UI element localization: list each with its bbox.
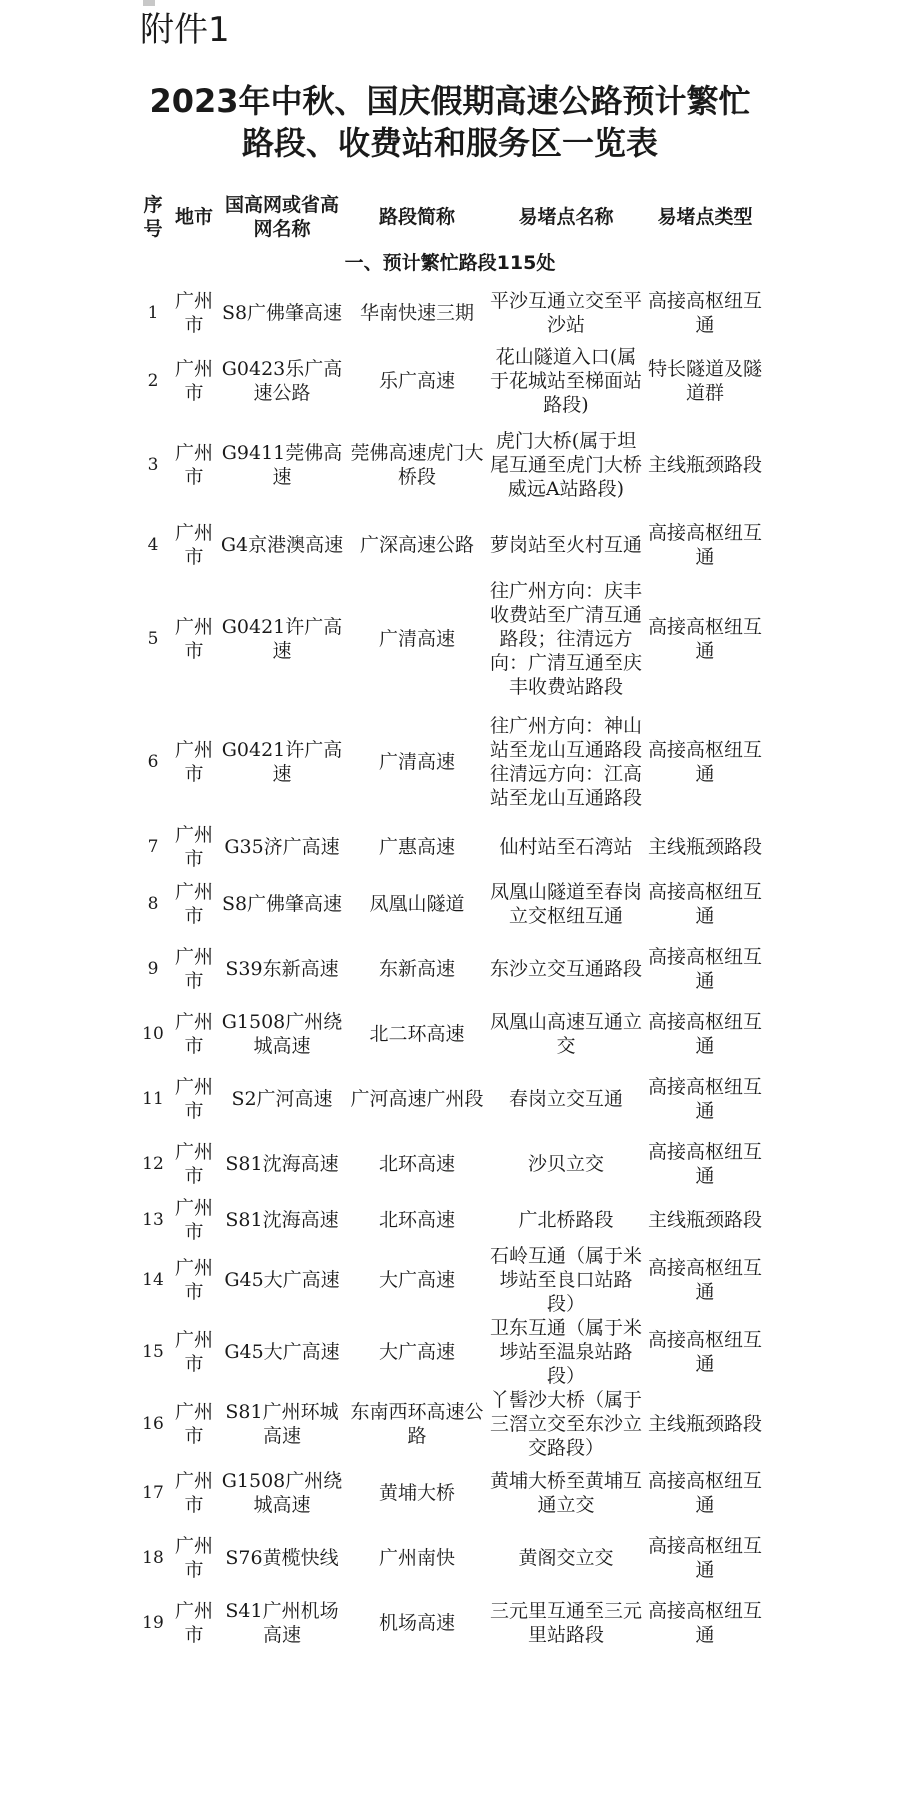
row-point-type: 主线瓶颈路段 <box>647 1413 762 1435</box>
row-network-name: S81广州环城高速 <box>225 1401 339 1447</box>
row-section-name: 广河高速广州段 <box>350 1087 484 1110</box>
header-seq: 序号 <box>143 194 163 240</box>
header-city: 地市 <box>174 206 213 228</box>
row-section-name: 华南快速三期 <box>359 301 474 324</box>
row-congestion-point: 虎门大桥(属于坦尾互通至虎门大桥威远A站路段) <box>489 429 642 500</box>
row-point-type: 高接高枢纽互通 <box>647 615 762 662</box>
row-point-type: 高接高枢纽互通 <box>647 1469 762 1516</box>
row-congestion-point: 仙村站至石湾站 <box>499 836 633 858</box>
row-section-name: 乐广高速 <box>378 370 455 392</box>
busy-sections-table <box>135 188 765 1655</box>
table-row <box>135 1066 765 1131</box>
row-seq: 14 <box>142 1270 164 1290</box>
row-city: 广州市 <box>174 738 213 785</box>
row-city: 广州市 <box>174 1469 213 1516</box>
title-line-2: 路段、收费站和服务区一览表 <box>241 124 658 162</box>
row-network-name: G4京港澳高速 <box>220 533 344 556</box>
title-line-1: 2023年中秋、国庆假期高速公路预计繁忙 <box>149 82 751 120</box>
row-network-name: G0421许广高速 <box>221 615 343 662</box>
row-network-name: S76黄榄快线 <box>225 1546 339 1569</box>
row-seq: 12 <box>142 1153 164 1174</box>
header-network: 国高网或省高网名称 <box>224 194 339 240</box>
table-row <box>135 936 765 1001</box>
row-point-type: 高接高枢纽互通 <box>647 880 762 927</box>
row-point-type: 高接高枢纽互通 <box>647 289 762 336</box>
row-congestion-point: 黄阁交立交 <box>518 1546 614 1569</box>
row-seq: 19 <box>142 1612 164 1633</box>
row-network-name: G1508广州绕城高速 <box>221 1469 343 1516</box>
row-network-name: G0421许广高速 <box>221 738 343 785</box>
row-seq: 18 <box>142 1547 164 1568</box>
row-section-name: 机场高速 <box>378 1611 455 1634</box>
row-congestion-point: 平沙互通立交至平沙站 <box>489 289 642 336</box>
row-network-name: G35济广高速 <box>224 836 340 858</box>
row-city: 广州市 <box>174 1534 213 1581</box>
row-network-name: G45大广高速 <box>224 1341 340 1363</box>
page-title <box>100 80 800 164</box>
table-row <box>135 871 765 936</box>
row-network-name: S81沈海高速 <box>225 1152 339 1175</box>
row-point-type: 高接高枢纽互通 <box>647 945 762 992</box>
row-network-name: G9411莞佛高速 <box>221 441 343 488</box>
row-network-name: G45大广高速 <box>224 1269 340 1291</box>
row-section-name: 广清高速 <box>378 750 455 773</box>
row-section-name: 黄埔大桥 <box>378 1481 455 1504</box>
header-row <box>135 188 765 246</box>
row-network-name: S81沈海高速 <box>225 1209 339 1231</box>
table-row <box>135 512 765 577</box>
row-section-name: 大广高速 <box>378 1341 455 1363</box>
table-row <box>135 1525 765 1590</box>
table-row <box>135 1001 765 1066</box>
row-seq: 9 <box>147 958 159 979</box>
row-city: 广州市 <box>174 441 213 488</box>
row-seq: 15 <box>142 1342 164 1362</box>
row-point-type: 高接高枢纽互通 <box>647 1329 762 1375</box>
row-point-type: 高接高枢纽互通 <box>647 1599 762 1646</box>
row-congestion-point: 凤凰山隧道至春岗立交枢纽互通 <box>489 880 642 927</box>
row-point-type: 主线瓶颈路段 <box>647 1209 762 1231</box>
row-section-name: 北二环高速 <box>369 1022 465 1045</box>
row-point-type: 高接高枢纽互通 <box>647 521 762 568</box>
row-congestion-point: 花山隧道入口(属于花城站至梯面站路段) <box>489 346 642 416</box>
row-point-type: 高接高枢纽互通 <box>647 1534 762 1581</box>
table-row <box>135 280 765 345</box>
row-seq: 17 <box>142 1482 164 1503</box>
row-city: 广州市 <box>174 1329 213 1375</box>
row-city: 广州市 <box>174 358 213 404</box>
row-congestion-point: 石岭互通（属于米埗站至良口站路段） <box>489 1245 642 1315</box>
row-city: 广州市 <box>174 880 213 927</box>
row-point-type: 特长隧道及隧道群 <box>647 358 762 404</box>
header-type: 易堵点类型 <box>657 206 753 228</box>
row-seq: 13 <box>142 1210 164 1230</box>
row-point-type: 主线瓶颈路段 <box>647 453 762 476</box>
row-city: 广州市 <box>174 1140 213 1187</box>
row-seq: 2 <box>147 371 159 391</box>
row-network-name: G1508广州绕城高速 <box>221 1010 343 1057</box>
row-section-name: 大广高速 <box>378 1269 455 1291</box>
row-city: 广州市 <box>174 615 213 662</box>
row-section-name: 广清高速 <box>378 627 455 650</box>
row-city: 广州市 <box>174 289 213 336</box>
row-congestion-point: 往广州方向：神山站至龙山互通路段往清远方向：江高站至龙山互通路段 <box>489 714 642 809</box>
row-seq: 3 <box>147 454 159 475</box>
section-heading: 一、预计繁忙路段115处 <box>344 252 556 274</box>
row-seq: 11 <box>142 1088 164 1109</box>
row-seq: 5 <box>147 628 159 649</box>
row-seq: 6 <box>147 751 159 772</box>
row-city: 广州市 <box>174 1010 213 1057</box>
row-city: 广州市 <box>174 1075 213 1122</box>
row-congestion-point: 凤凰山高速互通立交 <box>489 1010 642 1057</box>
row-city: 广州市 <box>174 1599 213 1646</box>
header-point: 易堵点名称 <box>518 206 614 228</box>
row-network-name: S39东新高速 <box>225 957 339 980</box>
row-section-name: 凤凰山隧道 <box>369 892 465 915</box>
row-congestion-point: 萝岗站至火村互通 <box>489 533 642 556</box>
row-seq: 10 <box>142 1023 164 1044</box>
row-seq: 4 <box>147 534 159 555</box>
row-seq: 16 <box>142 1414 164 1434</box>
row-point-type: 高接高枢纽互通 <box>647 738 762 785</box>
row-section-name: 广惠高速 <box>378 836 455 858</box>
row-congestion-point: 往广州方向：庆丰收费站至广清互通路段；往清远方向：广清互通至庆丰收费站路段 <box>489 579 642 698</box>
table-row <box>135 417 765 512</box>
row-point-type: 高接高枢纽互通 <box>647 1257 762 1303</box>
attachment-label: 附件1 <box>140 10 230 50</box>
row-seq: 1 <box>147 302 159 323</box>
row-city: 广州市 <box>174 1401 213 1447</box>
row-congestion-point: 卫东互通（属于米埗站至温泉站路段） <box>489 1317 642 1387</box>
table-row <box>135 823 765 871</box>
table-row <box>135 577 765 700</box>
row-section-name: 东新高速 <box>378 957 455 980</box>
row-section-name: 广州南快 <box>378 1546 455 1569</box>
row-seq: 7 <box>147 837 159 857</box>
table-row <box>135 1196 765 1244</box>
table-row <box>135 700 765 823</box>
row-congestion-point: 丫髻沙大桥（属于三滘立交至东沙立交路段） <box>489 1389 642 1459</box>
row-section-name: 东南西环高速公路 <box>350 1401 484 1447</box>
table-row <box>135 1590 765 1655</box>
row-congestion-point: 三元里互通至三元里站路段 <box>489 1599 642 1646</box>
row-network-name: S8广佛肇高速 <box>221 892 343 915</box>
row-city: 广州市 <box>174 521 213 568</box>
row-point-type: 高接高枢纽互通 <box>647 1075 762 1122</box>
table-row <box>135 1131 765 1196</box>
row-section-name: 莞佛高速虎门大桥段 <box>350 441 484 488</box>
header-section: 路段简称 <box>378 206 455 228</box>
row-congestion-point: 春岗立交互通 <box>508 1087 623 1110</box>
row-city: 广州市 <box>174 1257 213 1303</box>
row-section-name: 北环高速 <box>378 1209 455 1231</box>
table-row <box>135 1244 765 1316</box>
table-row <box>135 1460 765 1525</box>
row-network-name: G0423乐广高速公路 <box>221 358 343 404</box>
corner-mark <box>143 0 155 6</box>
row-section-name: 北环高速 <box>378 1152 455 1175</box>
row-network-name: S8广佛肇高速 <box>221 301 343 324</box>
row-congestion-point: 广北桥路段 <box>518 1209 614 1231</box>
row-congestion-point: 东沙立交互通路段 <box>489 957 642 980</box>
row-congestion-point: 沙贝立交 <box>527 1152 604 1175</box>
section-heading-row <box>135 246 765 280</box>
table-row <box>135 345 765 417</box>
row-point-type: 高接高枢纽互通 <box>647 1140 762 1187</box>
row-seq: 8 <box>147 893 159 914</box>
row-section-name: 广深高速公路 <box>359 533 474 556</box>
row-point-type: 高接高枢纽互通 <box>647 1010 762 1057</box>
row-point-type: 主线瓶颈路段 <box>647 836 762 858</box>
row-city: 广州市 <box>174 945 213 992</box>
row-city: 广州市 <box>174 1197 213 1243</box>
table-row <box>135 1316 765 1388</box>
row-network-name: S41广州机场高速 <box>225 1599 339 1646</box>
row-city: 广州市 <box>174 824 213 870</box>
table-row <box>135 1388 765 1460</box>
row-network-name: S2广河高速 <box>231 1087 333 1110</box>
row-congestion-point: 黄埔大桥至黄埔互通立交 <box>489 1469 642 1516</box>
